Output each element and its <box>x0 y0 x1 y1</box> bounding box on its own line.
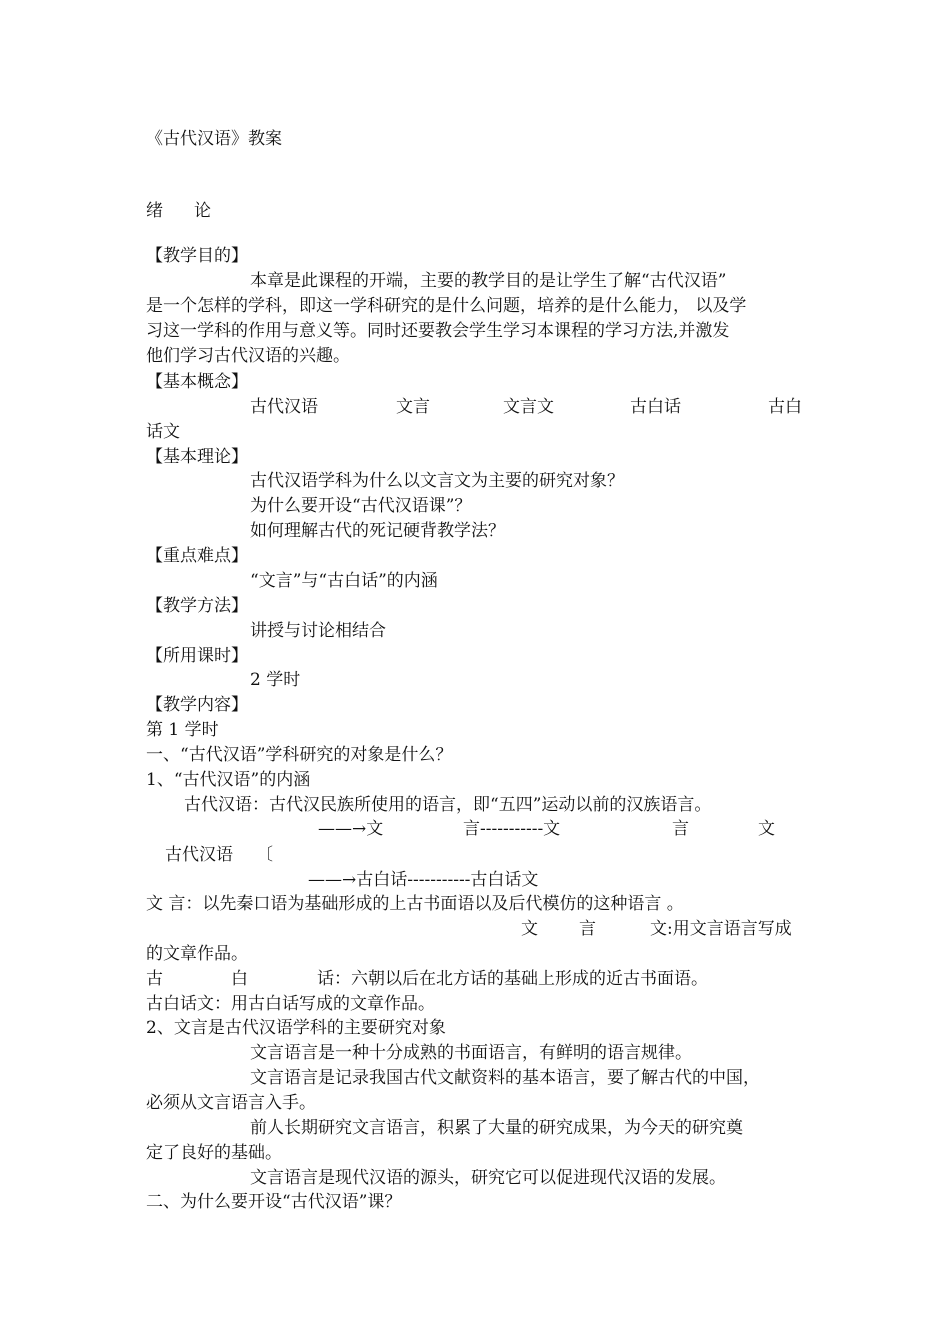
subsection-heading: 1、“古代汉语”的内涵 <box>146 770 311 790</box>
theory-line: 古代汉语学科为什么以文言文为主要的研究对象？ <box>250 471 624 491</box>
definition-wenyanwen: 文 <box>521 919 538 939</box>
lesson-label: 第 1 学时 <box>146 720 219 740</box>
subsection-heading: 2、文言是古代汉语学科的主要研究对象 <box>146 1018 446 1038</box>
question-heading: 一、“古代汉语”学科研究的对象是什么？ <box>146 745 453 765</box>
section-heading-method: 【教学方法】 <box>146 596 248 616</box>
concept-term: 古白 <box>768 397 802 417</box>
paragraph-line: 定了良好的基础。 <box>146 1143 282 1163</box>
tree-branch-wenyan: 文 <box>758 819 775 839</box>
purpose-line: 他们学习古代汉语的兴趣。 <box>146 346 350 366</box>
purpose-line: 本章是此课程的开端，主要的教学目的是让学生了解“古代汉语” <box>250 271 727 291</box>
tree-branch-wenyan: ——→文 <box>318 819 384 839</box>
hours-line: 2 学时 <box>250 670 301 690</box>
chapter-heading-left: 绪 <box>146 201 163 221</box>
definition-wenyanwen: 文:用文言语言写成 <box>650 919 792 939</box>
definition-wenyanwen-wrap: 的文章作品。 <box>146 944 248 964</box>
theory-line: 为什么要开设“古代汉语课”？ <box>250 496 472 516</box>
definition-wenyanwen: 言 <box>579 919 596 939</box>
concept-term: 古代汉语 <box>250 397 318 417</box>
concept-term: 古白话 <box>630 397 681 417</box>
concept-term: 文言文 <box>503 397 554 417</box>
paragraph-line: 必须从文言语言入手。 <box>146 1093 316 1113</box>
tree-branch-wenyan: 言-----------文 <box>463 819 561 839</box>
tree-branch-gubaihua: ——→古白话-----------古白话文 <box>308 870 539 890</box>
chapter-heading-right: 论 <box>194 201 211 221</box>
method-line: 讲授与讨论相结合 <box>250 621 386 641</box>
concept-term-wrap: 话文 <box>146 422 180 442</box>
paragraph-line: 文言语言是记录我国古代文献资料的基本语言，要了解古代的中国， <box>250 1068 760 1088</box>
section-heading-concepts: 【基本概念】 <box>146 372 248 392</box>
paragraph-line: 前人长期研究文言语言，积累了大量的研究成果，为今天的研究奠 <box>250 1118 743 1138</box>
purpose-line: 习这一学科的作用与意义等。同时还要教会学生学习本课程的学习方法,并激发 <box>146 321 730 341</box>
concept-term: 文言 <box>396 397 430 417</box>
definition-wenyan: 文 言：以先秦口语为基础形成的上古书面语以及后代模仿的这种语言 。 <box>146 894 684 914</box>
definition-gubaihua: 话：六朝以后在北方话的基础上形成的近古书面语。 <box>317 969 708 989</box>
purpose-line: 是一个怎样的学科，即这一学科研究的是什么问题，培养的是什么能力， 以及学 <box>146 296 747 316</box>
definition-gubaihuawen: 古白话文：用古白话写成的文章作品。 <box>146 994 435 1014</box>
definition-gubaihua: 白 <box>231 969 248 989</box>
section-heading-hours: 【所用课时】 <box>146 646 248 666</box>
section-heading-content: 【教学内容】 <box>146 695 248 715</box>
section-heading-theory: 【基本理论】 <box>146 447 248 467</box>
paragraph-line: 文言语言是现代汉语的源头，研究它可以促进现代汉语的发展。 <box>250 1168 726 1188</box>
paragraph-line: 文言语言是一种十分成熟的书面语言，有鲜明的语言规律。 <box>250 1043 692 1063</box>
theory-line: 如何理解古代的死记硬背教学法？ <box>250 521 505 541</box>
document-title: 《古代汉语》教案 <box>146 129 282 149</box>
question-heading: 二、为什么要开设“古代汉语”课？ <box>146 1192 402 1212</box>
section-heading-purpose: 【教学目的】 <box>146 246 248 266</box>
key-points-line: “文言”与“古白话”的内涵 <box>250 571 438 591</box>
section-heading-key-points: 【重点难点】 <box>146 546 248 566</box>
tree-root: 古代汉语 <box>165 845 233 865</box>
tree-brace: 〔 <box>256 845 273 865</box>
tree-branch-wenyan: 言 <box>672 819 689 839</box>
definition-gudai-hanyu: 古代汉语：古代汉民族所使用的语言，即“五四”运动以前的汉族语言。 <box>184 795 712 815</box>
definition-gubaihua: 古 <box>146 969 163 989</box>
